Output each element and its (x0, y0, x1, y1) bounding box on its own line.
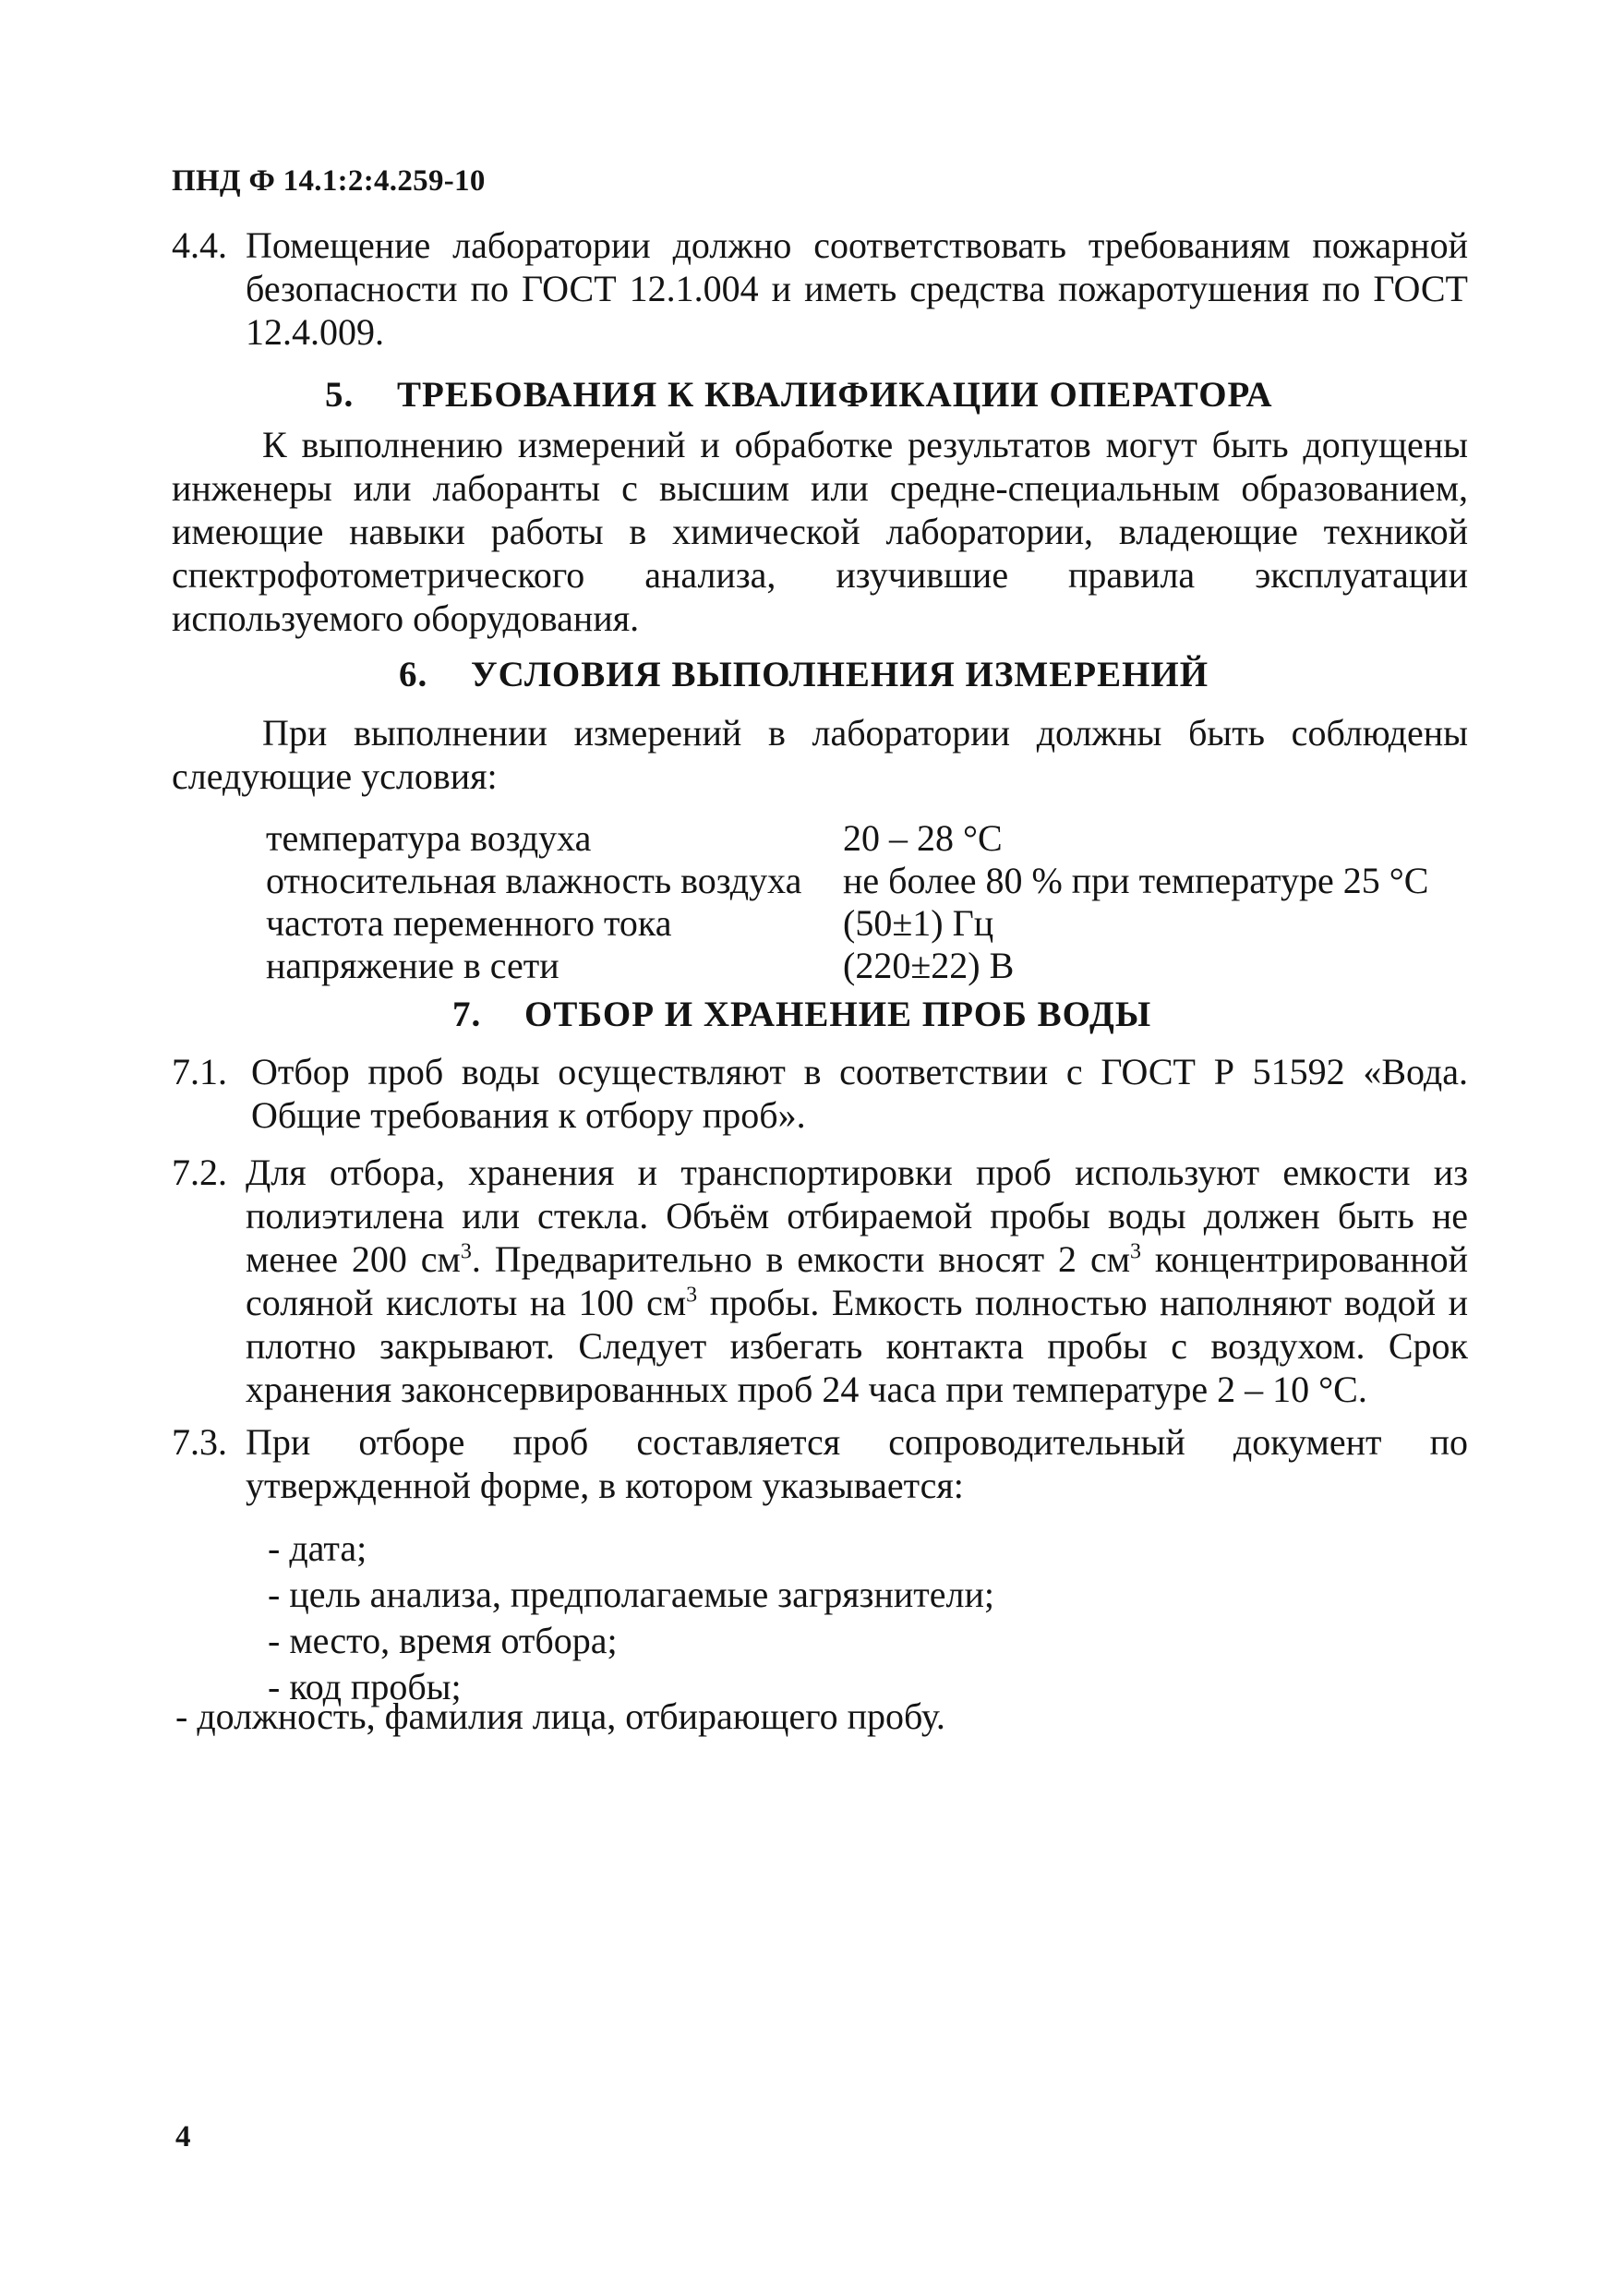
condition-label: частота переменного тока (266, 902, 672, 944)
condition-value: 20 – 28 °С (843, 817, 1003, 859)
superscript: 3 (1130, 1239, 1142, 1264)
paragraph-number: 7.3. (172, 1421, 227, 1463)
condition-value: (50±1) Гц (843, 902, 994, 944)
condition-row (266, 902, 1428, 945)
condition-label: температура воздуха (266, 817, 592, 859)
section-5-text: К выполнению измерений и обработке результатов могут быть допущены инженеры или лаборанты с высшим или средне-специальным образованием, имеющие навыки работы в химической лаборатории, владеющие техникой спектрофотометрического анализа, изучившие правила эксплуатации используемого оборудования. (172, 424, 1468, 639)
text-run: Для отбора, хранения и транспортировки проб используют емкости из полиэтилена или стекла. Объём отбираемой пробы воды должен быть не менее 200 см (246, 1152, 1468, 1280)
condition-row (266, 945, 1428, 987)
section-7-heading (452, 994, 1151, 1035)
text-run: пробы. Емкость полностью наполняют водой и плотно закрывают. Следует избегать контакта пробы с воздухом. Срок хранения законсервированных проб 24 часа при температуре 2 – 10 °С. (246, 1282, 1468, 1410)
list-item: - дата; (268, 1527, 367, 1569)
paragraph-text: Отбор проб воды осуществляют в соответствии с ГОСТ Р 51592 «Вода. Общие требования к отбору проб». (251, 1051, 1468, 1136)
section-number: 6. (399, 655, 428, 694)
paragraph-7-2 (172, 1151, 1468, 1411)
page-number: 4 (175, 2120, 191, 2153)
superscript: 3 (460, 1239, 472, 1264)
paragraph-text: При отборе проб составляется сопроводительный документ по утвержденной форме, в котором указывается: (246, 1421, 1468, 1506)
paragraph-text: Помещение лаборатории должно соответствовать требованиям пожарной безопасности по ГОСТ 12.1.004 и иметь средства пожаротушения по ГОСТ 12.4.009. (246, 224, 1468, 353)
section-6-heading (399, 654, 1209, 695)
condition-label: напряжение в сети (266, 945, 559, 986)
paragraph-4-4 (172, 223, 1468, 354)
list-item: - код пробы; (268, 1666, 462, 1707)
condition-row (266, 817, 1428, 860)
section-6-text: При выполнении измерений в лаборатории должны быть соблюдены следующие условия: (172, 712, 1468, 797)
superscript: 3 (686, 1283, 698, 1308)
paragraph-text (246, 1151, 1468, 1411)
document-code: ПНД Ф 14.1:2:4.259-10 (172, 164, 486, 198)
conditions-table (266, 817, 1428, 987)
list-item: - место, время отбора; (268, 1620, 618, 1661)
paragraph-number: 4.4. (172, 224, 227, 266)
section-number: 7. (452, 995, 482, 1034)
section-number: 5. (325, 375, 355, 415)
section-5-heading (325, 374, 1273, 416)
paragraph-7-3 (172, 1420, 1468, 1507)
section-title: ТРЕБОВАНИЯ К КВАЛИФИКАЦИИ ОПЕРАТОРА (397, 375, 1273, 415)
paragraph-number: 7.1. (172, 1051, 227, 1092)
list-item-last: - должность, фамилия лица, отбирающего пробу. (175, 1695, 945, 1737)
section-title: УСЛОВИЯ ВЫПОЛНЕНИЯ ИЗМЕРЕНИЙ (471, 655, 1209, 694)
section-title: ОТБОР И ХРАНЕНИЕ ПРОБ ВОДЫ (524, 995, 1152, 1034)
list-item: - цель анализа, предполагаемые загрязнители; (268, 1574, 994, 1615)
text-run: концентрированной соляной кислоты на 100 см (246, 1238, 1469, 1323)
paragraph-number: 7.2. (172, 1152, 227, 1193)
sample-document-fields-list (268, 1526, 994, 1711)
paragraph-7-1 (172, 1050, 1468, 1137)
condition-row (266, 860, 1428, 902)
condition-value: (220±22) В (843, 945, 1015, 986)
text-run: . Предварительно в емкости вносят 2 см (471, 1238, 1131, 1280)
condition-value: не более 80 % при температуре 25 °С (843, 860, 1429, 901)
condition-label: относительная влажность воздуха (266, 860, 802, 901)
